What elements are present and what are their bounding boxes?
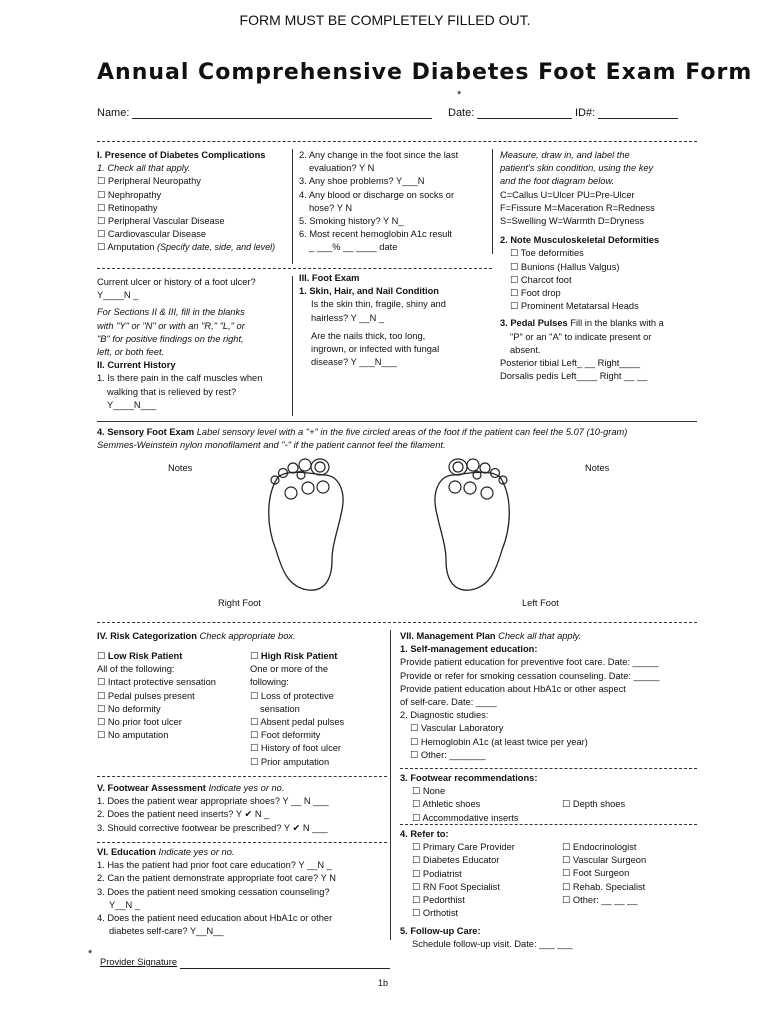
divider-plan-2 [400, 824, 697, 825]
section-complications [97, 149, 292, 255]
plan-hba1c: Provide patient education about HbA1c or other aspect [400, 683, 626, 694]
asterisk-mark: * [457, 89, 462, 101]
divider-v3 [292, 276, 293, 416]
sensory-text-2: Semmes-Weinstein nylon monofilament and "-" if the patient cannot feel the filament. [97, 440, 446, 451]
section-education [97, 846, 392, 938]
section-footwear-rec [400, 772, 700, 825]
id-field[interactable] [598, 106, 678, 119]
sensory-circle[interactable] [481, 487, 493, 499]
plan-followup: 5. Follow-up Care: [400, 926, 481, 936]
checkbox-accommodative[interactable]: ☐ Accommodative inserts [412, 812, 519, 823]
divider-sensory [97, 421, 697, 422]
checkbox-pedorthist[interactable]: ☐ Pedorthist [412, 895, 465, 906]
checkbox-foot-deformity[interactable]: ☐ Foot deformity [250, 730, 321, 741]
section-skin-key [500, 149, 700, 383]
pulse-dorsalis-pedis[interactable]: Dorsalis pedis Left____ Right __ __ [500, 371, 648, 382]
checkbox-diagnostic-other[interactable]: ☐ Other: _______ [410, 749, 486, 760]
q-shoe-problems[interactable]: 3. Any shoe problems? Y___N [299, 176, 425, 187]
left-foot-diagram [420, 455, 520, 595]
q-calf-pain-2: walking that is relieved by rest? [107, 386, 237, 397]
sensory-circle[interactable] [285, 487, 297, 499]
risk-title: IV. Risk Categorization [97, 631, 197, 641]
checkbox-depth-shoes[interactable]: ☐ Depth shoes [562, 799, 626, 810]
pulses-text-2: "P" or an "A" to indicate present or [510, 331, 652, 342]
plan-self-care-date[interactable]: of self-care. Date: ____ [400, 697, 497, 708]
checkbox-foot-drop[interactable]: ☐ Foot drop [510, 288, 561, 299]
id-label: ID#: [575, 107, 596, 119]
footwear-instr: Indicate yes or no. [208, 783, 285, 793]
checkbox-hemoglobin[interactable]: ☐ Hemoglobin A1c (at least twice per year) [410, 736, 588, 747]
checkbox-refer-other[interactable]: ☐ Other: __ __ __ [562, 894, 638, 905]
checkbox-metatarsal[interactable]: ☐ Prominent Metatarsal Heads [510, 301, 639, 312]
checkbox-foot-surgeon[interactable]: ☐ Foot Surgeon [562, 868, 630, 879]
section-risk [97, 630, 387, 643]
q-need-inserts[interactable]: 2. Does the patient need inserts? Y ✔ N _ [97, 809, 270, 820]
section-followup [400, 925, 700, 951]
q-hba1c-education-yn[interactable]: diabetes self-care? Y__N__ [109, 926, 224, 937]
checkbox-neuropathy[interactable]: ☐ Peripheral Neuropathy [97, 176, 201, 187]
q-nails-yn[interactable]: disease? Y ___N___ [311, 357, 397, 368]
checkbox-absent-pulses[interactable]: ☐ Absent pedal pulses [250, 717, 345, 728]
q-appropriate-shoes[interactable]: 1. Does the patient wear appropriate shoes? Y __ N ___ [97, 796, 329, 807]
q-smoking-counseling: 3. Does the patient need smoking cessation counseling? [97, 886, 330, 897]
q-skin-1: Is the skin thin, fragile, shiny and [311, 299, 446, 310]
form-title: Annual Comprehensive Diabetes Foot Exam Form [97, 60, 753, 85]
checkbox-loss-sensation[interactable]: ☐ Loss of protective [250, 690, 334, 701]
checkbox-intact-sensation[interactable]: ☐ Intact protective sensation [97, 677, 216, 688]
notes-right-label: Notes [585, 463, 610, 473]
plan-self-mgmt: 1. Self-management education: [400, 644, 538, 655]
education-instr: Indicate yes or no. [158, 847, 235, 857]
pulses-text-3: absent. [510, 344, 541, 355]
q-calf-pain: 1. Is there pain in the calf muscles when [97, 373, 263, 384]
checkbox-high-risk[interactable]: ☐ High Risk Patient [250, 651, 338, 661]
divider-plan-1 [400, 768, 697, 769]
date-label: Date: [448, 107, 475, 119]
q-nails-1: Are the nails thick, too long, [311, 330, 426, 341]
plan-footwear: 3. Footwear recommendations: [400, 773, 538, 783]
amputation-note: (Specify date, side, and level) [157, 242, 276, 253]
amputation-label[interactable]: ☐ Amputation [97, 242, 155, 253]
q-hba1c-education: 4. Does the patient need education about HbA1c or other [97, 913, 333, 924]
checkbox-no-prior-ulcer[interactable]: ☐ No prior foot ulcer [97, 717, 182, 728]
plan-preventive-care[interactable]: Provide patient education for preventive foot care. Date: _____ [400, 657, 659, 668]
low-risk-column [97, 650, 247, 742]
section-refer-right [562, 841, 702, 907]
instructions-3: "B" for positive findings on the right, [97, 333, 244, 344]
checkbox-cvd[interactable]: ☐ Cardiovascular Disease [97, 229, 207, 240]
pulses-title: 3. Pedal Pulses [500, 318, 568, 329]
key-line-3: S=Swelling W=Warmth D=Dryness [500, 216, 645, 227]
checkbox-primary-care[interactable]: ☐ Primary Care Provider [412, 842, 515, 853]
pulse-posterior-tibial[interactable]: Posterior tibial Left_ __ Right____ [500, 358, 641, 369]
q-ulcer-yn[interactable]: Y____N _ [97, 290, 139, 301]
date-field[interactable] [477, 106, 572, 119]
msk-title: 2. Note Musculoskeletal Deformities [500, 235, 660, 246]
top-note: FORM MUST BE COMPLETELY FILLED OUT. [239, 12, 531, 28]
q-a1c: 6. Most recent hemoglobin A1c result [299, 229, 452, 240]
divider-v1 [292, 149, 293, 264]
section-foot-exam [299, 272, 494, 369]
footwear-title: V. Footwear Assessment [97, 783, 206, 793]
q-blood-discharge-yn[interactable]: hose? Y N [309, 202, 353, 213]
checkbox-rehab[interactable]: ☐ Rehab. Specialist [562, 881, 646, 892]
signature-label: Provider Signature [100, 957, 177, 967]
section-title: I. Presence of Diabetes Complications [97, 150, 266, 160]
measure-text-1: Measure, draw in, and label the [500, 150, 630, 160]
plan-followup-date[interactable]: Schedule follow-up visit. Date: ___ ___ [412, 939, 573, 950]
high-risk-column [250, 650, 390, 769]
notes-left-label: Notes [168, 463, 193, 473]
q-demonstrate-care[interactable]: 2. Can the patient demonstrate appropriate foot care? Y N [97, 873, 336, 884]
education-title: VI. Education [97, 847, 156, 857]
signature-field[interactable] [180, 956, 390, 969]
high-risk-intro-1: One or more of the [250, 664, 329, 675]
name-row [97, 106, 432, 119]
plan-smoking[interactable]: Provide or refer for smoking cessation counseling. Date: _____ [400, 670, 660, 681]
checkbox-nephropathy[interactable]: ☐ Nephropathy [97, 189, 162, 200]
divider-footwear [97, 842, 387, 843]
section-footwear [97, 782, 392, 835]
key-line-1: C=Callus U=Ulcer PU=Pre-Ulcer [500, 189, 635, 200]
q-nails-2: ingrown, or infected with fungal [311, 344, 440, 355]
instructions-4: left, or both feet. [97, 347, 165, 358]
measure-text-2: patient's skin condition, using the key [500, 163, 654, 174]
checkbox-athletic[interactable]: ☐ Athletic shoes [412, 799, 481, 810]
page-number: 1b [378, 978, 389, 988]
checkbox-amputation [97, 241, 292, 254]
plan-instr: Check all that apply. [498, 631, 582, 641]
q-skin-title: 1. Skin, Hair, and Nail Condition [299, 286, 439, 297]
sensory-circle[interactable] [453, 462, 463, 472]
checkbox-prior-amputation[interactable]: ☐ Prior amputation [250, 756, 330, 767]
q-smoking[interactable]: 5. Smoking history? Y N_ [299, 216, 404, 227]
checkbox-none[interactable]: ☐ None [412, 786, 446, 797]
left-foot-label: Left Foot [522, 598, 559, 608]
checkbox-orthotist[interactable]: ☐ Orthotist [412, 908, 459, 919]
checkbox-diabetes-educator[interactable]: ☐ Diabetes Educator [412, 855, 500, 866]
q-foot-change: 2. Any change in the foot since the last [299, 150, 459, 160]
id-row [575, 106, 678, 119]
instructions-2: with "Y" or "N" or with an "R," "L," or [97, 320, 245, 331]
risk-instr: Check appropriate box. [199, 631, 296, 641]
q-smoking-counseling-yn[interactable]: Y__N _ [109, 899, 141, 910]
checkbox-charcot[interactable]: ☐ Charcot foot [510, 274, 572, 285]
foot-exam-title: III. Foot Exam [299, 273, 360, 283]
divider-risk [97, 776, 387, 777]
checkbox-vascular-surgeon[interactable]: ☐ Vascular Surgeon [562, 855, 647, 866]
right-foot-label: Right Foot [218, 598, 261, 608]
sensory-circle[interactable] [464, 482, 476, 494]
section-instruction: 1. Check all that apply. [97, 163, 191, 174]
sensory-title: 4. Sensory Foot Exam [97, 427, 195, 437]
checkbox-pulses-present[interactable]: ☐ Pedal pulses present [97, 690, 195, 701]
plan-diagnostic: 2. Diagnostic studies: [400, 710, 489, 721]
checkbox-no-deformity[interactable]: ☐ No deformity [97, 703, 161, 714]
checkbox-endocrinologist[interactable]: ☐ Endocrinologist [562, 842, 637, 852]
checkbox-pvd[interactable]: ☐ Peripheral Vascular Disease [97, 216, 225, 227]
loss-sensation-cont: sensation [260, 703, 300, 714]
sensory-circle[interactable] [302, 482, 314, 494]
section-sensory [97, 426, 697, 452]
low-risk-intro: All of the following: [97, 664, 175, 675]
q-prior-education[interactable]: 1. Has the patient had prior foot care education? Y __N _ [97, 860, 332, 871]
checkbox-low-risk[interactable]: ☐ Low Risk Patient [97, 651, 183, 661]
divider-mid [97, 268, 492, 269]
q-foot-change-yn[interactable]: evaluation? Y N [309, 163, 375, 174]
section-refer [400, 828, 560, 920]
sensory-circle[interactable] [449, 481, 461, 493]
divider-v2 [492, 149, 493, 254]
checkbox-podiatrist[interactable]: ☐ Podiatrist [412, 868, 462, 879]
signature-asterisk: * [88, 948, 93, 960]
checkbox-vascular-lab[interactable]: ☐ Vascular Laboratory [410, 723, 504, 734]
q-blood-discharge: 4. Any blood or discharge on socks or [299, 189, 455, 200]
signature-row [100, 956, 390, 969]
q-a1c-field[interactable]: _ ___% __ ____ date [309, 242, 398, 253]
sensory-circle[interactable] [315, 462, 325, 472]
name-field[interactable] [132, 106, 432, 119]
checkbox-no-amputation[interactable]: ☐ No amputation [97, 730, 169, 741]
divider-v4 [390, 630, 391, 940]
plan-refer: 4. Refer to: [400, 829, 449, 839]
checkbox-bunions[interactable]: ☐ Bunions (Hallus Valgus) [510, 261, 620, 272]
right-foot-diagram [258, 455, 358, 595]
section-management [400, 630, 700, 762]
date-row [448, 106, 572, 119]
section-changes [299, 149, 494, 255]
divider-lower [97, 622, 697, 623]
instructions-1: For Sections II & III, fill in the blanks [97, 307, 245, 318]
high-risk-intro-2: following: [250, 677, 289, 688]
q-corrective-footwear[interactable]: 3. Should corrective footwear be prescribed? Y ✔ N ___ [97, 822, 328, 833]
sensory-text: Label sensory level with a "+" in the five circled areas of the foot if the patient can feel the 5.07 (10-gram) [196, 427, 628, 437]
name-label: Name: [97, 107, 130, 119]
key-line-2: F=Fissure M=Maceration R=Redness [500, 202, 655, 213]
sensory-circle[interactable] [317, 481, 329, 493]
checkbox-rn-foot[interactable]: ☐ RN Foot Specialist [412, 881, 500, 892]
section-ulcer-history [97, 276, 292, 412]
q-calf-pain-yn[interactable]: Y____N___ [107, 399, 157, 410]
plan-title: VII. Management Plan [400, 631, 496, 641]
divider-top [97, 141, 697, 142]
checkbox-retinopathy[interactable]: ☐ Retinopathy [97, 202, 158, 213]
checkbox-history-ulcer[interactable]: ☐ History of foot ulcer [250, 743, 342, 754]
q-ulcer: Current ulcer or history of a foot ulcer? [97, 277, 256, 287]
checkbox-toe-deformities[interactable]: ☐ Toe deformities [510, 248, 584, 259]
history-title: II. Current History [97, 360, 176, 371]
pulses-text-1: Fill in the blanks with a [570, 318, 664, 329]
measure-text-3: and the foot diagram below. [500, 176, 615, 187]
q-skin-yn[interactable]: hairless? Y __N _ [311, 312, 385, 323]
